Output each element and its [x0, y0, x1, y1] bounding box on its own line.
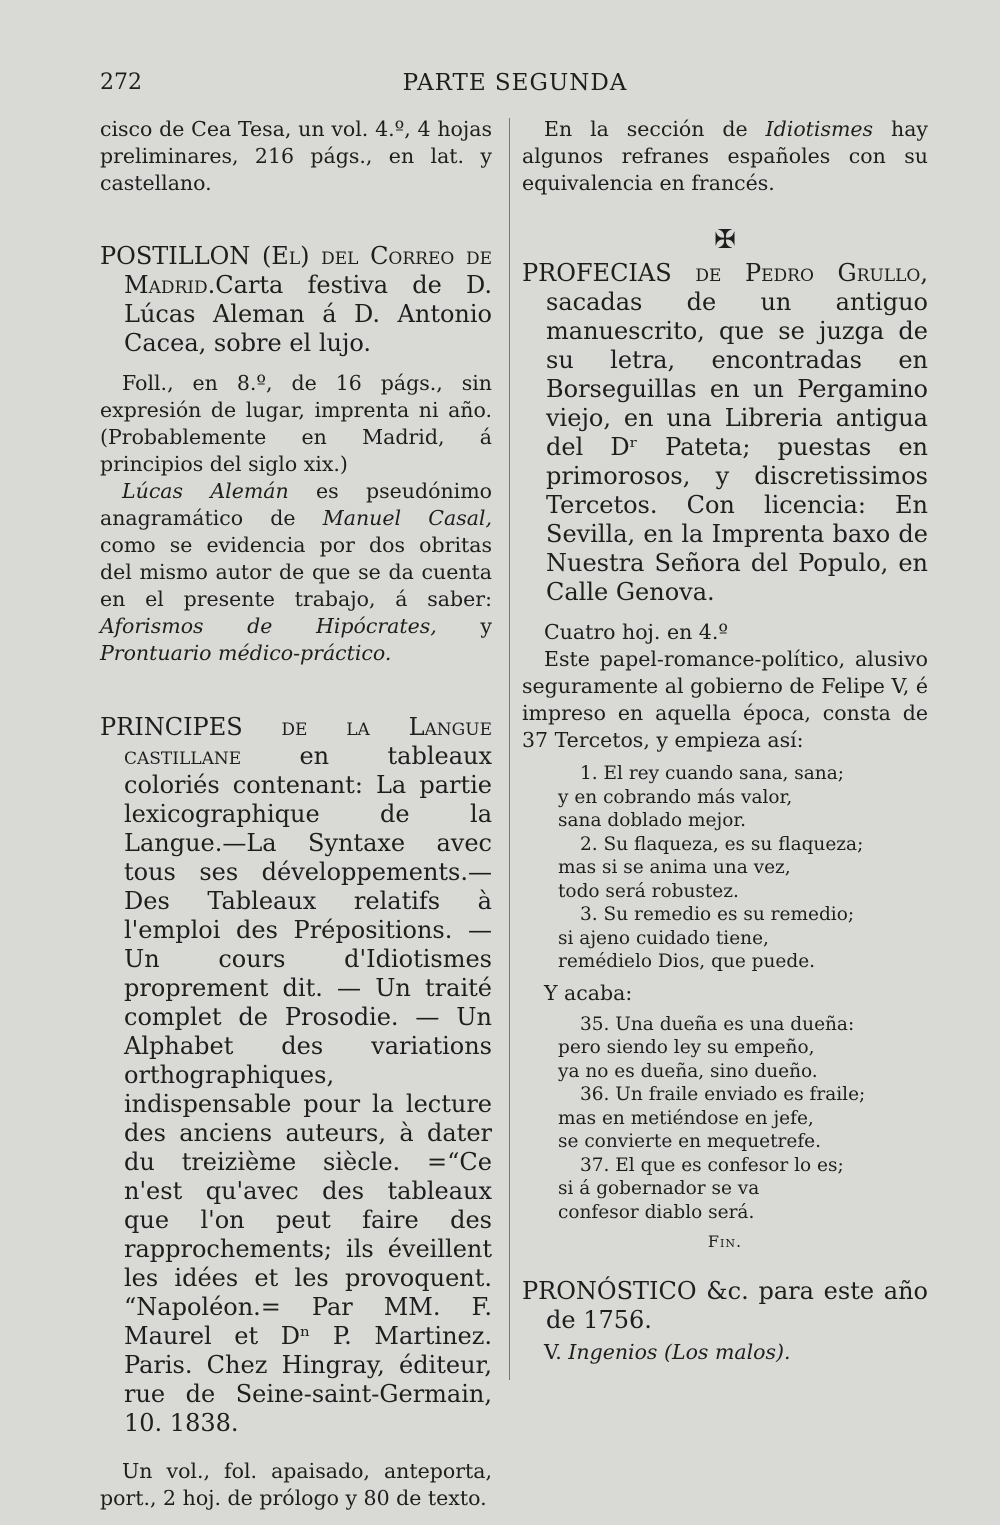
entry-description: Un vol., fol. apaisado, anteporta, port., 2 hoj. de prólogo y 80 de texto. — [100, 1459, 492, 1510]
verse-line: confesor diablo será. — [558, 1201, 755, 1223]
continued-entry-text: cisco de Cea Tesa, un vol. 4.º, 4 hojas preliminares, 216 págs., en lat. y castellano. — [100, 117, 492, 195]
entry-profecias — [522, 259, 928, 607]
entry-description: Cuatro hoj. en 4.º — [544, 620, 728, 644]
verse-line: si á gobernador se va — [558, 1178, 760, 1199]
verse-line: si ajeno cuidado tiene, — [558, 927, 769, 949]
cross-ornament-icon: ✠ — [714, 225, 736, 255]
entry-title-text: en tableaux coloriés contenant: La partie lexicographique de la Langue.—La Syntaxe avec tous ses développements.—Des Tableaux relatifs à l'emploi des Prépositions. — Un cours d'Idiotismes proprement dit. — Un traité complet de Prosodie. — Un Alphabet des variations orthographiques, indispensable pour la lecture des anciens auteurs, à dater du treizième siècle. =“Ce n'est qu'avec des tableaux que l'on peut faire des rapprochements; ils éveillent les idées et les provoquent. “Napoléon.= Par MM. F. Maurel et Dⁿ P. Martinez. Paris. Chez Hingray, éditeur, rue de Seine-saint-Germain, 10. 1838. — [124, 742, 492, 1437]
verse-line: y en cobrando más valor, — [558, 786, 793, 808]
left-column — [100, 116, 492, 1512]
note-italic: Prontuario médico-práctico. — [100, 641, 392, 665]
verse-line: 2. Su flaqueza, es su flaqueza; — [580, 833, 864, 855]
entry-principes — [100, 713, 492, 1438]
right-column — [522, 116, 928, 1366]
note-text: y — [436, 614, 492, 638]
continued-note — [522, 116, 928, 197]
verse-line: todo será robustez. — [558, 880, 739, 902]
note-text: como se evidencia por dos obritas del mismo autor de que se da cuenta en el presente trabajo, á saber: — [100, 533, 492, 611]
entry-pronostico — [522, 1277, 928, 1335]
verse-line: 36. Un fraile enviado es fraile; — [580, 1084, 866, 1105]
entry-heading: POSTILLON (El) del Correo de Madrid. — [100, 242, 492, 299]
column-divider — [509, 118, 510, 1380]
page-number: 272 — [100, 70, 142, 95]
note-italic: Ingenios (Los malos). — [568, 1340, 791, 1364]
entry-heading: PROFECIAS de Pedro Grullo, — [522, 259, 928, 287]
entry-heading: PRINCIPES de la Langue castillane — [100, 713, 492, 770]
running-title: PARTE SEGUNDA — [402, 70, 628, 96]
verse-line: se convierte en mequetrefe. — [558, 1131, 822, 1152]
end-mark: Fin. — [707, 1232, 743, 1251]
entry-note — [100, 478, 492, 667]
verse-intro: Y acaba: — [544, 980, 633, 1005]
entry-note: Este papel-romance-político, alusivo seguramente al gobierno de Felipe V, é impreso en aquella época, consta de 37 Tercetos, y empieza así: — [522, 647, 928, 752]
verse-line: sana doblado mejor. — [558, 810, 747, 831]
entry-description: Foll., en 8.º, de 16 págs., sin expresión de lugar, imprenta ni año. (Probablemente en Madrid, á principios del siglo xix.) — [100, 371, 492, 476]
verse-line: 1. El rey cuando sana, sana; — [580, 763, 844, 784]
note-text: V. — [544, 1340, 569, 1364]
verse-line: mas si se anima una vez, — [558, 857, 791, 878]
note-text: En la sección de — [544, 117, 766, 141]
entry-title-text: &c. para este año de 1756. — [546, 1277, 928, 1334]
verse-line: 3. Su remedio es su remedio; — [580, 904, 855, 925]
verse-line: remédielo Dios, que puede. — [558, 951, 816, 972]
note-text: hay algunos refranes españoles con su equivalencia en francés. — [522, 117, 928, 195]
note-italic: Manuel Casal, — [322, 506, 493, 530]
note-text: es pseudónimo anagramático de — [100, 479, 492, 530]
entry-title-text: sacadas de un antiguo manuescrito, que se juzga de su letra, encontradas en Borseguillas en un Pergamino viejo, en una Libreria antigua del Dʳ Pateta; puestas en primorosos, y discretissimos Tercetos. Con licencia: En Sevilla, en la Imprenta baxo de Nuestra Señora del Populo, en Calle Genova. — [546, 288, 928, 606]
cross-reference — [522, 1339, 928, 1366]
entry-postillon — [100, 242, 492, 358]
note-italic: Aforismos de Hipócrates, — [100, 614, 437, 638]
verse-block-opening — [522, 762, 928, 974]
page-header — [100, 70, 930, 104]
verse-block-ending — [522, 1013, 928, 1225]
verse-line: 35. Una dueña es una dueña: — [580, 1013, 855, 1035]
verse-line: 37. El que es confesor lo es; — [580, 1154, 844, 1176]
verse-line: ya no es dueña, sino dueño. — [558, 1060, 818, 1082]
entry-heading: PRONÓSTICO — [522, 1277, 697, 1305]
verse-line: mas en metiéndose en jefe, — [558, 1107, 814, 1129]
note-italic: Idiotismes — [765, 117, 874, 141]
note-italic: Lúcas Alemán — [122, 479, 289, 503]
entry-title-text: Carta festiva de D. Lúcas Aleman á D. Antonio Cacea, sobre el lujo. — [124, 271, 492, 357]
verse-line: pero siendo ley su empeño, — [558, 1037, 815, 1058]
